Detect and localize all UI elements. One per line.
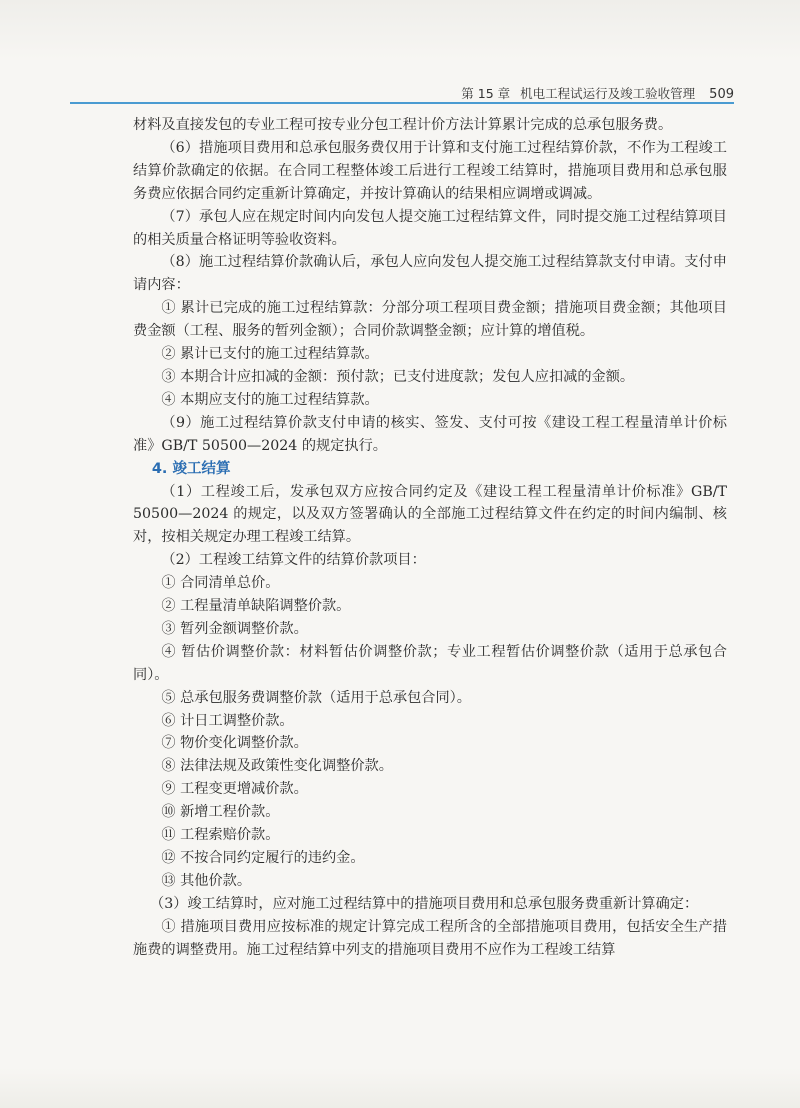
- paragraph: 材料及直接发包的专业工程可按专业分包工程计价方法计算累计完成的总承包服务费。: [133, 117, 673, 133]
- list-item: ① 累计已完成的施工过程结算款：分部分项工程项目费金额；措施项目费金额；其他项目费金额（工程、服务的暂列金额）；合同价款调整金额；应计算的增值税。: [133, 300, 727, 340]
- list-item: ⑧ 法律法规及政策性变化调整价款。: [161, 758, 393, 775]
- list-item: ② 累计已支付的施工过程结算款。: [161, 346, 379, 363]
- list-item: ⑥ 计日工调整价款。: [161, 712, 294, 729]
- section-heading: 4. 竣工结算: [151, 460, 231, 477]
- list-item: ④ 本期应支付的施工过程结算款。: [161, 391, 379, 408]
- page-header: [70, 80, 734, 104]
- page-shadow-top: [0, 0, 800, 60]
- list-item: ⑫ 不按合同约定履行的违约金。: [161, 850, 365, 866]
- list-item: ⑨ 工程变更增减价款。: [161, 781, 308, 798]
- body-text: [133, 114, 727, 962]
- list-item: ⑩ 新增工程价款。: [161, 804, 280, 821]
- paragraph: （8）施工过程结算价款确认后，承包人应向发包人提交施工过程结算款支付申请。支付申请内容：: [133, 254, 727, 294]
- paragraph: （3）竣工结算时，应对施工过程结算中的措施项目费用和总承包服务费重新计算确定：: [150, 895, 699, 912]
- list-item: ① 措施项目费用应按标准的规定计算完成工程所含的全部措施项目费用，包括安全生产措施费的调整费用。施工过程结算中列支的措施项目费用不应作为工程竣工结算: [133, 918, 727, 958]
- paragraph: （2）工程竣工结算文件的结算价款项目：: [161, 552, 426, 569]
- list-item: ④ 暂估价调整价款：材料暂估价调整价款；专业工程暂估价调整价款（适用于总承包合同）。: [133, 643, 727, 683]
- list-item: ② 工程量清单缺陷调整价款。: [161, 598, 351, 615]
- chapter-title: 机电工程试运行及竣工验收管理: [520, 86, 696, 101]
- list-item: ⑪ 工程索赔价款。: [161, 827, 280, 844]
- page-number: 509: [709, 87, 734, 102]
- paragraph: （6）措施项目费用和总承包服务费仅用于计算和支付施工过程结算价款，不作为工程竣工结算价款确定的依据。在合同工程整体竣工后进行工程竣工结算时，措施项目费用和总承包服务费应依据合同约定重新计算确定，并按计算确认的结果相应调增或调减。: [133, 139, 727, 202]
- list-item: ⑦ 物价变化调整价款。: [161, 735, 308, 752]
- list-item: ③ 暂列金额调整价款。: [161, 620, 308, 637]
- paragraph: （1）工程竣工后，发承包双方应按合同约定及《建设工程工程量清单计价标准》GB/T 50500—2024 的规定，以及双方签署确认的全部施工过程结算文件在约定的时间内编制、核对，按相关规定办理工程竣工结算。: [133, 483, 727, 546]
- paragraph: （9）施工过程结算价款支付申请的核实、签发、支付可按《建设工程工程量清单计价标准》GB/T 50500—2024 的规定执行。: [133, 414, 727, 454]
- list-item: ① 合同清单总价。: [161, 575, 280, 592]
- list-item: ⑤ 总承包服务费调整价款（适用于总承包合同）。: [161, 689, 471, 706]
- chapter-number: 第 15 章: [461, 86, 511, 101]
- page-shadow-bottom: [0, 1068, 800, 1108]
- list-item: ③ 本期合计应扣减的金额：预付款；已支付进度款；发包人应扣减的金额。: [161, 368, 635, 385]
- list-item: ⑬ 其他价款。: [161, 872, 252, 889]
- running-header: [461, 84, 734, 102]
- paragraph: （7）承包人应在规定时间内向发包人提交施工过程结算文件，同时提交施工过程结算项目的相关质量合格证明等验收资料。: [133, 208, 727, 248]
- header-rule: [70, 102, 734, 104]
